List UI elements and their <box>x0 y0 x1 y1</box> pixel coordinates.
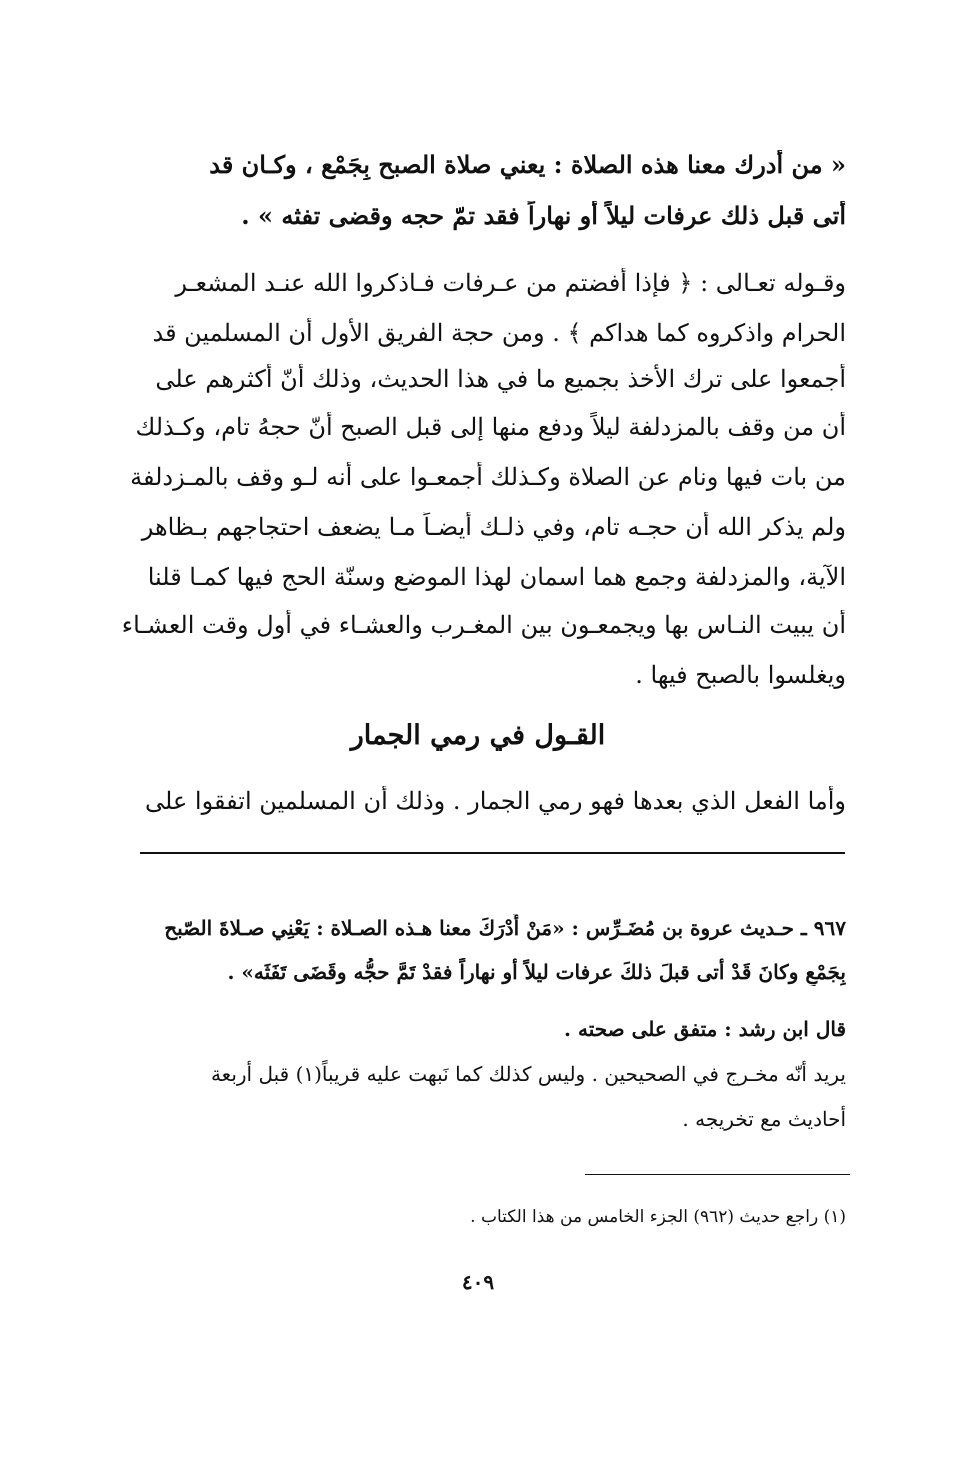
main-text-after-heading: وأما الفعل الذي بعدها فهو رمي الجمار . وذلك أن المسلمين اتفقوا على <box>145 787 846 815</box>
main-text-line-3: وقـوله تعـالى : ﴿ فإذا أفضتم من عـرفات فـاذكروا الله عنـد المشعـر <box>175 269 846 297</box>
main-text-line-6: أن من وقف بالمزدلفة ليلاً ودفع منها إلى قبل الصبح أنّ حجهُ تام، وكـذلك <box>135 413 846 441</box>
main-text-line-8: ولم يذكر الله أن حجـه تام، وفي ذلـك أيضـاً مـا يضعف احتجاجهم بـظاهر <box>141 513 846 541</box>
commentary-line-3: قال ابن رشد : متفق على صحته . <box>564 1017 846 1041</box>
main-text-line-4: الحرام واذكروه كما هداكم ﴾ . ومن حجة الفريق الأول أن المسلمين قد <box>152 319 846 347</box>
commentary-line-2: بِجَمْعٍ وكانَ قَدْ أتى قبلَ ذلكَ عرفات ليلاً أو نهاراً فقدْ تَمَّ حجُّه وقَضَى تَفَثَه» . <box>227 960 846 984</box>
page-number: ٤٠٩ <box>461 1270 495 1294</box>
footnote: (١) راجع حديث (٩٦٢) الجزء الخامس من هذا الكتاب . <box>470 1207 846 1227</box>
main-text-line-5: أجمعوا على ترك الأخذ بجميع ما في هذا الحديث، وذلك أنّ أكثرهم على <box>155 365 846 393</box>
footnote-separator-rule <box>585 1174 850 1175</box>
commentary-line-5: أحاديث مع تخريجه . <box>682 1107 846 1131</box>
main-text-line-2: أتى قبل ذلك عرفات ليلاً أو نهاراً فقد تمّ حجه وقضى تفثه » . <box>241 201 846 230</box>
main-text-line-11: ويغلسوا بالصبح فيها . <box>635 661 846 689</box>
main-text-line-10: أن يبيت النـاس بها ويجمعـون بين المغـرب والعشـاء في أول وقت العشـاء <box>121 611 846 639</box>
commentary-line-1: ٩٦٧ ـ حـديث عروة بن مُضَـرِّس : «مَنْ أَدْرَكَ معنا هـذه الصـلاة : يَعْنِي صـلاةَ الصّبح <box>164 916 846 940</box>
main-text-line-7: من بات فيها ونام عن الصلاة وكـذلك أجمعـوا على أنه لـو وقف بالمـزدلفة <box>130 463 846 491</box>
main-text-line-1: « من أدرك معنا هذه الصلاة : يعني صلاة الصبح بِجَمْعٍ ، وكـان قد <box>209 150 846 179</box>
section-heading: القـول في رمي الجمار <box>350 720 606 751</box>
main-separator-rule <box>140 852 845 854</box>
commentary-line-4: يريد أنّه مخـرج في الصحيحين . وليس كذلك كما نَبهت عليه قريباً(١) قبل أربعة <box>210 1062 846 1086</box>
main-text-line-9: الآية، والمزدلفة وجمع هما اسمان لهذا الموضع وسنّة الحج فيها كمـا قلنا <box>147 563 846 591</box>
